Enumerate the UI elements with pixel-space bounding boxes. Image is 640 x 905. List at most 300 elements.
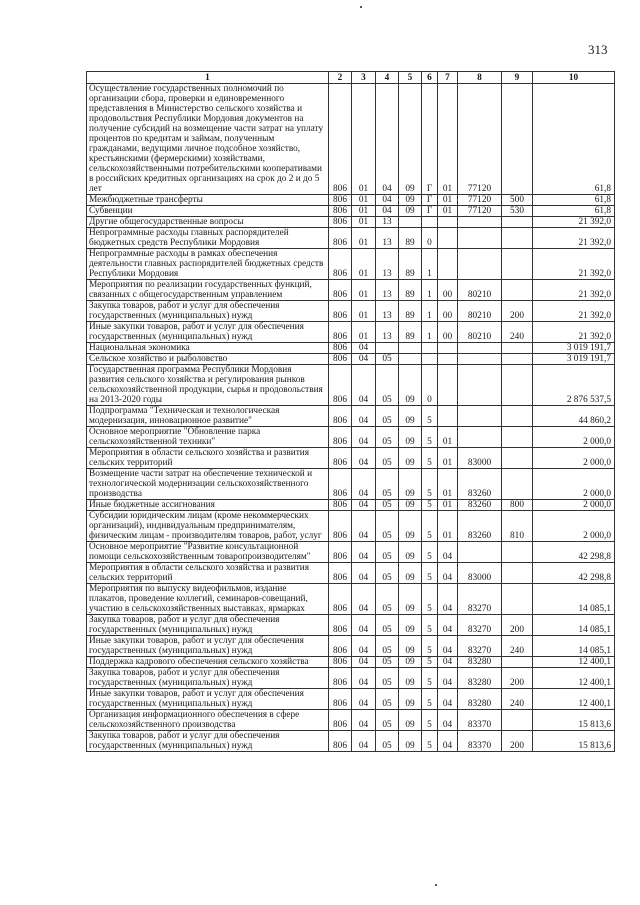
- row-name-cell: Закупка товаров, работ и услуг для обеспечения государственных (муниципальных) нужд: [87, 668, 329, 689]
- row-code-cell: 13: [376, 301, 399, 322]
- row-code-cell: [502, 406, 533, 427]
- row-code-cell: 800: [502, 500, 533, 511]
- table-row: [87, 636, 615, 657]
- table-row: [87, 301, 615, 322]
- row-name-cell: Субвенции: [87, 206, 329, 217]
- column-header-3: 3: [352, 72, 376, 84]
- row-name-cell: Субсидии юридическим лицам (кроме некоммерческих организаций), индивидуальным предпринимателям, физическим лицам - производителям товаров, работ, услуг: [87, 511, 329, 542]
- row-code-cell: 806: [329, 228, 352, 249]
- row-code-cell: Г: [422, 195, 438, 206]
- table-row: [87, 448, 615, 469]
- row-code-cell: 806: [329, 542, 352, 563]
- row-name-cell: Мероприятия в области сельского хозяйства и развития сельских территорий: [87, 448, 329, 469]
- row-code-cell: 01: [438, 469, 458, 500]
- row-code-cell: 05: [376, 448, 399, 469]
- table-row: [87, 731, 615, 752]
- table-row: [87, 689, 615, 710]
- row-code-cell: 09: [399, 511, 422, 542]
- row-code-cell: 1: [422, 280, 438, 301]
- row-amount-cell: 21 392,0: [533, 217, 615, 228]
- row-code-cell: 83260: [458, 500, 502, 511]
- row-code-cell: 5: [422, 668, 438, 689]
- scan-speck-bottom: [435, 884, 437, 886]
- row-code-cell: 04: [352, 343, 376, 354]
- row-code-cell: 04: [438, 689, 458, 710]
- table-row: [87, 228, 615, 249]
- row-code-cell: 09: [399, 195, 422, 206]
- row-code-cell: 83000: [458, 563, 502, 584]
- row-name-cell: Закупка товаров, работ и услуг для обеспечения государственных (муниципальных) нужд: [87, 731, 329, 752]
- row-code-cell: 0: [422, 228, 438, 249]
- row-code-cell: 05: [376, 469, 399, 500]
- row-code-cell: [458, 228, 502, 249]
- row-code-cell: 806: [329, 731, 352, 752]
- row-code-cell: [458, 365, 502, 406]
- row-code-cell: 200: [502, 668, 533, 689]
- row-code-cell: 5: [422, 469, 438, 500]
- row-code-cell: 09: [399, 563, 422, 584]
- table-row: [87, 206, 615, 217]
- row-code-cell: [399, 217, 422, 228]
- row-code-cell: 04: [352, 448, 376, 469]
- row-code-cell: [502, 343, 533, 354]
- row-code-cell: 806: [329, 710, 352, 731]
- table-row: [87, 354, 615, 365]
- row-name-cell: Основное мероприятие "Обновление парка сельскохозяйственной техники": [87, 427, 329, 448]
- table-row: [87, 217, 615, 228]
- row-name-cell: Сельское хозяйство и рыболовство: [87, 354, 329, 365]
- row-code-cell: 806: [329, 301, 352, 322]
- row-code-cell: 01: [438, 206, 458, 217]
- row-code-cell: 04: [438, 542, 458, 563]
- row-amount-cell: 14 085,1: [533, 636, 615, 657]
- row-code-cell: 80210: [458, 301, 502, 322]
- row-code-cell: 806: [329, 668, 352, 689]
- row-amount-cell: 2 000,0: [533, 511, 615, 542]
- row-code-cell: 04: [352, 668, 376, 689]
- row-code-cell: 806: [329, 322, 352, 343]
- row-name-cell: Закупка товаров, работ и услуг для обеспечения государственных (муниципальных) нужд: [87, 615, 329, 636]
- row-code-cell: 01: [352, 217, 376, 228]
- row-amount-cell: 61,8: [533, 84, 615, 195]
- row-name-cell: Иные бюджетные ассигнования: [87, 500, 329, 511]
- row-code-cell: 5: [422, 500, 438, 511]
- row-code-cell: 09: [399, 406, 422, 427]
- row-amount-cell: 12 400,1: [533, 668, 615, 689]
- row-code-cell: 04: [352, 406, 376, 427]
- row-code-cell: 83260: [458, 469, 502, 500]
- row-code-cell: 5: [422, 427, 438, 448]
- row-code-cell: 04: [352, 427, 376, 448]
- row-code-cell: 09: [399, 710, 422, 731]
- row-name-cell: Межбюджетные трансферты: [87, 195, 329, 206]
- row-code-cell: 05: [376, 542, 399, 563]
- row-code-cell: 05: [376, 710, 399, 731]
- row-code-cell: 77120: [458, 84, 502, 195]
- row-code-cell: 01: [352, 206, 376, 217]
- scan-speck-top: [360, 6, 362, 8]
- row-code-cell: [502, 280, 533, 301]
- row-code-cell: 09: [399, 469, 422, 500]
- row-amount-cell: 2 000,0: [533, 469, 615, 500]
- row-name-cell: Мероприятия в области сельского хозяйства и развития сельских территорий: [87, 563, 329, 584]
- row-code-cell: 83370: [458, 710, 502, 731]
- row-code-cell: [502, 354, 533, 365]
- row-code-cell: 04: [352, 365, 376, 406]
- row-name-cell: Организация информационного обеспечения в сфере сельскохозяйственного производства: [87, 710, 329, 731]
- table-row: [87, 542, 615, 563]
- row-code-cell: 05: [376, 657, 399, 668]
- row-amount-cell: 21 392,0: [533, 322, 615, 343]
- row-code-cell: 806: [329, 615, 352, 636]
- row-code-cell: 806: [329, 249, 352, 280]
- row-name-cell: Иные закупки товаров, работ и услуг для обеспечения государственных (муниципальных) нужд: [87, 322, 329, 343]
- row-code-cell: 01: [352, 249, 376, 280]
- row-code-cell: [502, 228, 533, 249]
- row-code-cell: 04: [352, 689, 376, 710]
- row-code-cell: 5: [422, 542, 438, 563]
- row-code-cell: 806: [329, 84, 352, 195]
- row-code-cell: 83000: [458, 448, 502, 469]
- row-code-cell: 77120: [458, 195, 502, 206]
- row-code-cell: 05: [376, 500, 399, 511]
- row-amount-cell: 14 085,1: [533, 615, 615, 636]
- row-amount-cell: 21 392,0: [533, 280, 615, 301]
- row-code-cell: 83280: [458, 657, 502, 668]
- row-code-cell: 806: [329, 448, 352, 469]
- row-code-cell: 83280: [458, 668, 502, 689]
- row-name-cell: Поддержка кадрового обеспечения сельского хозяйства: [87, 657, 329, 668]
- row-amount-cell: 42 298,8: [533, 542, 615, 563]
- row-name-cell: Мероприятия по реализации государственных функций, связанных с общегосударственным управлением: [87, 280, 329, 301]
- row-code-cell: [438, 343, 458, 354]
- row-code-cell: 806: [329, 354, 352, 365]
- row-code-cell: 1: [422, 301, 438, 322]
- table-row: [87, 427, 615, 448]
- row-code-cell: 05: [376, 668, 399, 689]
- row-code-cell: 89: [399, 249, 422, 280]
- row-code-cell: 83260: [458, 511, 502, 542]
- row-code-cell: 09: [399, 584, 422, 615]
- row-code-cell: [502, 710, 533, 731]
- row-code-cell: 09: [399, 731, 422, 752]
- row-code-cell: 04: [352, 563, 376, 584]
- row-code-cell: [438, 354, 458, 365]
- row-code-cell: 01: [352, 228, 376, 249]
- row-code-cell: 04: [352, 584, 376, 615]
- row-code-cell: 09: [399, 206, 422, 217]
- row-code-cell: 806: [329, 689, 352, 710]
- row-code-cell: [502, 217, 533, 228]
- table-row: [87, 280, 615, 301]
- row-code-cell: 806: [329, 280, 352, 301]
- row-code-cell: [376, 343, 399, 354]
- row-code-cell: 83370: [458, 731, 502, 752]
- row-code-cell: 1: [422, 322, 438, 343]
- table-row: [87, 249, 615, 280]
- table-header-row: [87, 72, 615, 84]
- row-code-cell: 04: [352, 710, 376, 731]
- row-code-cell: [502, 249, 533, 280]
- column-header-10: 10: [533, 72, 615, 84]
- row-code-cell: 89: [399, 228, 422, 249]
- column-header-1: 1: [87, 72, 329, 84]
- table-row: [87, 615, 615, 636]
- row-amount-cell: 12 400,1: [533, 657, 615, 668]
- table-row: [87, 84, 615, 195]
- row-amount-cell: 2 000,0: [533, 427, 615, 448]
- column-header-9: 9: [502, 72, 533, 84]
- row-code-cell: 806: [329, 343, 352, 354]
- row-code-cell: 05: [376, 511, 399, 542]
- row-code-cell: [422, 343, 438, 354]
- row-code-cell: 04: [376, 195, 399, 206]
- row-code-cell: 240: [502, 689, 533, 710]
- row-amount-cell: 12 400,1: [533, 689, 615, 710]
- row-name-cell: Государственная программа Республики Мордовия развития сельского хозяйства и регулирования рынков сельскохозяйственной продукции, сырья и продовольствия на 2013-2020 годы: [87, 365, 329, 406]
- row-amount-cell: 15 813,6: [533, 710, 615, 731]
- row-code-cell: 806: [329, 469, 352, 500]
- row-name-cell: Подпрограмма "Техническая и технологическая модернизация, инновационное развитие": [87, 406, 329, 427]
- row-name-cell: Другие общегосударственные вопросы: [87, 217, 329, 228]
- row-code-cell: 01: [438, 448, 458, 469]
- row-code-cell: [458, 217, 502, 228]
- row-name-cell: Мероприятия по выпуску видеофильмов, издание плакатов, проведение коллегий, семинаров-совещаний, участию в сельскохозяйственных выставках, ярмарках: [87, 584, 329, 615]
- row-code-cell: 240: [502, 636, 533, 657]
- table-row: [87, 406, 615, 427]
- row-code-cell: 1: [422, 249, 438, 280]
- row-code-cell: 01: [352, 280, 376, 301]
- row-code-cell: 05: [376, 365, 399, 406]
- row-name-cell: Возмещение части затрат на обеспечение технической и технологической модернизации сельскохозяйственного производства: [87, 469, 329, 500]
- row-code-cell: 240: [502, 322, 533, 343]
- row-code-cell: 01: [438, 500, 458, 511]
- row-code-cell: [438, 228, 458, 249]
- row-code-cell: [502, 542, 533, 563]
- row-code-cell: 05: [376, 406, 399, 427]
- table-row: [87, 657, 615, 668]
- row-code-cell: 89: [399, 322, 422, 343]
- row-code-cell: 80210: [458, 280, 502, 301]
- row-code-cell: 77120: [458, 206, 502, 217]
- column-header-4: 4: [376, 72, 399, 84]
- row-code-cell: 5: [422, 657, 438, 668]
- row-code-cell: 01: [352, 322, 376, 343]
- row-code-cell: 806: [329, 195, 352, 206]
- row-code-cell: [502, 469, 533, 500]
- row-code-cell: 09: [399, 657, 422, 668]
- row-code-cell: 5: [422, 636, 438, 657]
- row-code-cell: 04: [438, 636, 458, 657]
- row-code-cell: [399, 343, 422, 354]
- row-name-cell: Иные закупки товаров, работ и услуг для обеспечения государственных (муниципальных) нужд: [87, 636, 329, 657]
- row-code-cell: 13: [376, 249, 399, 280]
- page-number: 313: [588, 42, 608, 57]
- row-amount-cell: 2 876 537,5: [533, 365, 615, 406]
- row-code-cell: 83270: [458, 636, 502, 657]
- row-code-cell: [458, 249, 502, 280]
- row-code-cell: 04: [352, 657, 376, 668]
- row-code-cell: [502, 365, 533, 406]
- row-code-cell: 04: [352, 731, 376, 752]
- row-code-cell: 806: [329, 511, 352, 542]
- row-code-cell: 01: [438, 427, 458, 448]
- table-row: [87, 469, 615, 500]
- row-code-cell: [438, 217, 458, 228]
- row-code-cell: 810: [502, 511, 533, 542]
- row-code-cell: 09: [399, 365, 422, 406]
- table-row: [87, 710, 615, 731]
- row-code-cell: 00: [438, 301, 458, 322]
- row-code-cell: [458, 343, 502, 354]
- row-code-cell: 200: [502, 615, 533, 636]
- row-name-cell: Основное мероприятие "Развитие консультационной помощи сельскохозяйственным товаропроизводителям": [87, 542, 329, 563]
- row-code-cell: 83280: [458, 689, 502, 710]
- row-code-cell: 05: [376, 689, 399, 710]
- row-code-cell: [458, 542, 502, 563]
- row-name-cell: Национальная экономика: [87, 343, 329, 354]
- row-code-cell: [502, 84, 533, 195]
- row-code-cell: 806: [329, 406, 352, 427]
- row-code-cell: 09: [399, 448, 422, 469]
- row-code-cell: 806: [329, 427, 352, 448]
- row-code-cell: 04: [438, 615, 458, 636]
- row-name-cell: Осуществление государственных полномочий по организации сбора, проверки и единовременного представления в Министерство сельского хозяйства и продовольствия Республики Мордовия документов на получение субсидий на возмещение части затрат на уплату процентов по кредитам и займам, полученным гражданами, ведущими личное подсобное хозяйство, крестьянскими (фермерскими) хозяйствами, сельскохозяйственными потребительскими кооперативами в российских кредитных организациях на срок до 2 и до 5 лет: [87, 84, 329, 195]
- row-code-cell: 83270: [458, 615, 502, 636]
- row-code-cell: 09: [399, 500, 422, 511]
- row-code-cell: 00: [438, 322, 458, 343]
- row-code-cell: [458, 427, 502, 448]
- table-row: [87, 365, 615, 406]
- row-code-cell: 806: [329, 563, 352, 584]
- row-amount-cell: 42 298,8: [533, 563, 615, 584]
- row-code-cell: 13: [376, 322, 399, 343]
- row-amount-cell: 21 392,0: [533, 301, 615, 322]
- row-code-cell: 5: [422, 406, 438, 427]
- row-code-cell: 09: [399, 84, 422, 195]
- row-code-cell: 13: [376, 228, 399, 249]
- row-code-cell: 5: [422, 511, 438, 542]
- row-code-cell: 83270: [458, 584, 502, 615]
- row-code-cell: 806: [329, 217, 352, 228]
- row-code-cell: 5: [422, 448, 438, 469]
- column-header-8: 8: [458, 72, 502, 84]
- row-code-cell: [458, 406, 502, 427]
- row-code-cell: 806: [329, 206, 352, 217]
- row-code-cell: [438, 365, 458, 406]
- row-code-cell: 04: [438, 668, 458, 689]
- row-code-cell: 05: [376, 731, 399, 752]
- row-code-cell: 01: [352, 195, 376, 206]
- row-amount-cell: 61,8: [533, 195, 615, 206]
- row-name-cell: Непрограммные расходы в рамках обеспечения деятельности главных распорядителей бюджетных средств Республики Мордовия: [87, 249, 329, 280]
- table-row: [87, 511, 615, 542]
- row-code-cell: 01: [438, 84, 458, 195]
- row-code-cell: 05: [376, 636, 399, 657]
- row-code-cell: 04: [352, 500, 376, 511]
- table-row: [87, 343, 615, 354]
- row-code-cell: [502, 584, 533, 615]
- row-code-cell: [502, 427, 533, 448]
- row-code-cell: 04: [352, 636, 376, 657]
- row-amount-cell: 2 000,0: [533, 448, 615, 469]
- row-code-cell: 05: [376, 427, 399, 448]
- row-amount-cell: 3 019 191,7: [533, 343, 615, 354]
- row-code-cell: 13: [376, 280, 399, 301]
- row-code-cell: 09: [399, 668, 422, 689]
- row-code-cell: 200: [502, 731, 533, 752]
- row-amount-cell: 44 860,2: [533, 406, 615, 427]
- row-code-cell: 5: [422, 710, 438, 731]
- row-code-cell: Г: [422, 206, 438, 217]
- row-code-cell: 04: [352, 511, 376, 542]
- table-row: [87, 668, 615, 689]
- table-body: [87, 84, 615, 752]
- row-code-cell: 806: [329, 657, 352, 668]
- row-code-cell: [502, 448, 533, 469]
- table-row: [87, 500, 615, 511]
- row-code-cell: 5: [422, 563, 438, 584]
- column-header-6: 6: [422, 72, 438, 84]
- row-amount-cell: 21 392,0: [533, 228, 615, 249]
- row-amount-cell: 21 392,0: [533, 249, 615, 280]
- row-code-cell: 530: [502, 206, 533, 217]
- row-code-cell: 806: [329, 365, 352, 406]
- row-code-cell: 89: [399, 280, 422, 301]
- table-row: [87, 195, 615, 206]
- row-code-cell: [502, 563, 533, 584]
- row-code-cell: 806: [329, 584, 352, 615]
- row-code-cell: 01: [438, 195, 458, 206]
- row-code-cell: 04: [352, 469, 376, 500]
- row-code-cell: 04: [352, 354, 376, 365]
- row-code-cell: 89: [399, 301, 422, 322]
- row-code-cell: 09: [399, 689, 422, 710]
- row-name-cell: Непрограммные расходы главных распорядителей бюджетных средств Республики Мордовия: [87, 228, 329, 249]
- row-amount-cell: 15 813,6: [533, 731, 615, 752]
- table-row: [87, 563, 615, 584]
- row-code-cell: [422, 354, 438, 365]
- row-amount-cell: 3 019 191,7: [533, 354, 615, 365]
- row-code-cell: 05: [376, 354, 399, 365]
- row-code-cell: 09: [399, 615, 422, 636]
- row-code-cell: 04: [438, 584, 458, 615]
- row-code-cell: 05: [376, 563, 399, 584]
- row-code-cell: 09: [399, 542, 422, 563]
- column-header-5: 5: [399, 72, 422, 84]
- row-code-cell: [399, 354, 422, 365]
- row-code-cell: 806: [329, 636, 352, 657]
- row-code-cell: 806: [329, 500, 352, 511]
- column-header-2: 2: [329, 72, 352, 84]
- row-code-cell: 04: [438, 710, 458, 731]
- row-code-cell: [438, 249, 458, 280]
- row-amount-cell: 14 085,1: [533, 584, 615, 615]
- row-code-cell: 04: [376, 84, 399, 195]
- row-code-cell: 04: [438, 731, 458, 752]
- budget-table: [86, 71, 615, 752]
- row-code-cell: 01: [352, 301, 376, 322]
- row-code-cell: 0: [422, 365, 438, 406]
- row-amount-cell: 61,8: [533, 206, 615, 217]
- row-code-cell: 05: [376, 584, 399, 615]
- row-code-cell: 5: [422, 615, 438, 636]
- row-code-cell: 04: [352, 615, 376, 636]
- row-code-cell: 13: [376, 217, 399, 228]
- row-code-cell: 04: [376, 206, 399, 217]
- table-row: [87, 584, 615, 615]
- row-code-cell: [458, 354, 502, 365]
